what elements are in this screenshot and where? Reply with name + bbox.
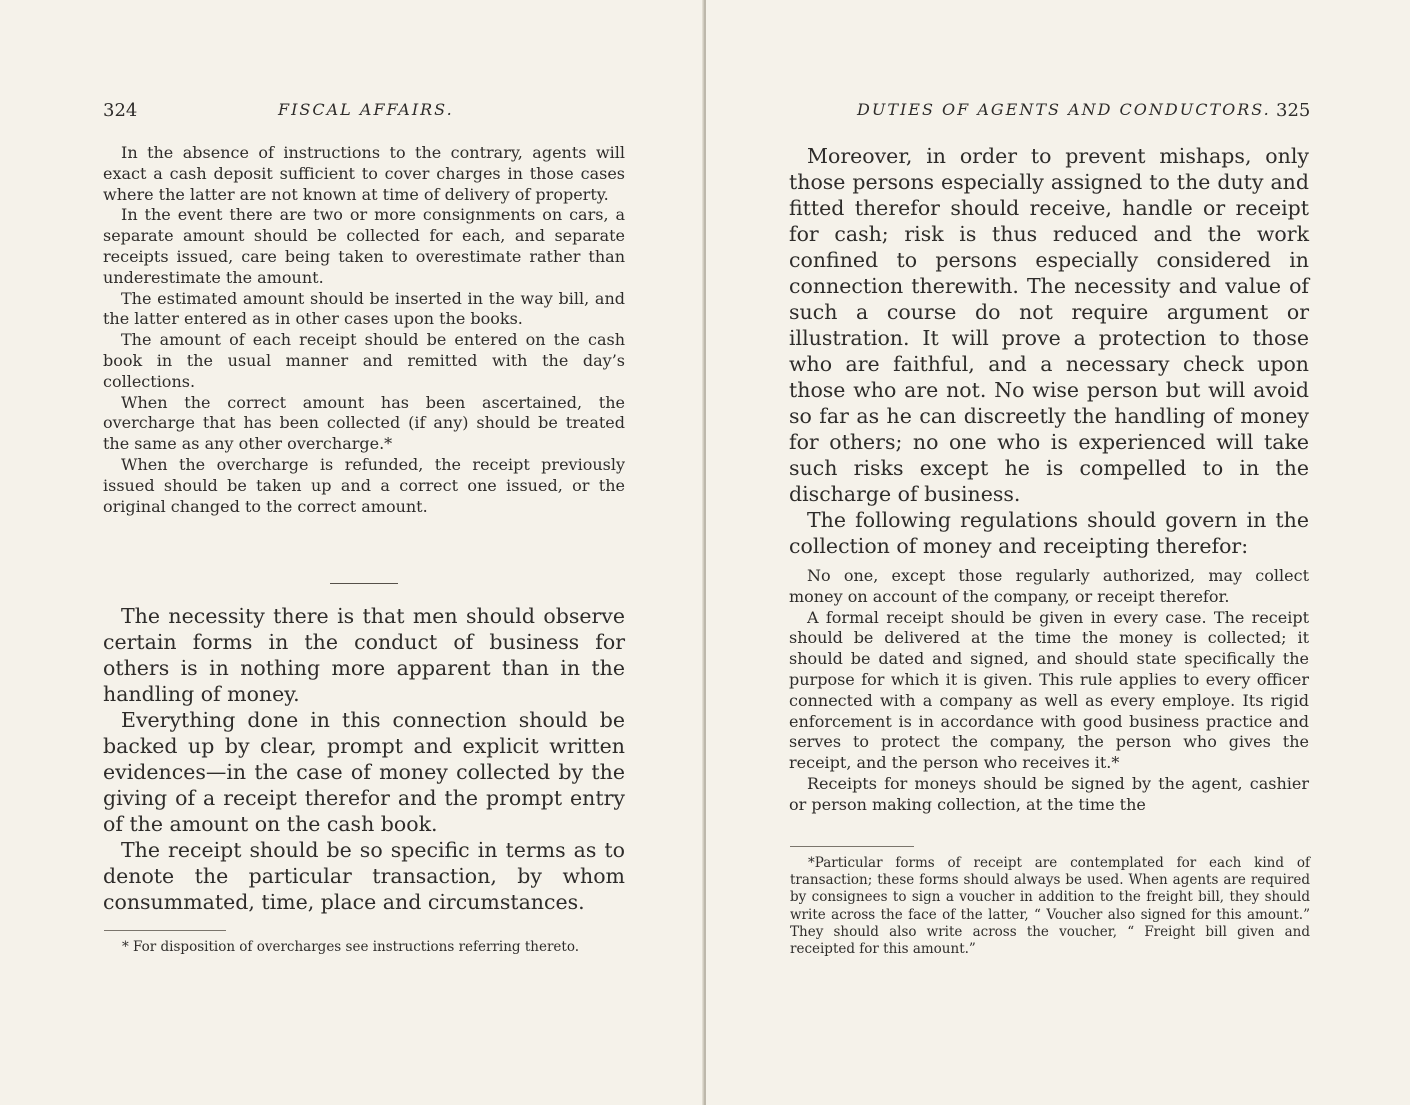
paragraph: The following regulations should govern in the collection of money and receipting therefor: (789, 508, 1309, 558)
paragraph: When the correct amount has been ascertained, the overcharge that has been collected (if any) should be treated the same as any other overcharge.* (103, 392, 625, 454)
paragraph: The estimated amount should be inserted in the way bill, and the latter entered as in other cases upon the books. (103, 288, 625, 329)
paragraph: Receipts for moneys should be signed by the agent, cashier or person making collection, at the time the (789, 773, 1309, 814)
left-page-number: 324 (103, 100, 138, 121)
paragraph: In the absence of instructions to the contrary, agents will exact a cash deposit sufficient to cover charges in those cases where the latter are not known at time of delivery of property. (103, 143, 625, 204)
right-small-text (789, 566, 1309, 816)
footnote-rule (104, 930, 226, 931)
right-large-text (789, 143, 1309, 559)
left-page (0, 0, 704, 1105)
left-small-text (103, 143, 625, 517)
left-large-text (103, 603, 625, 915)
paragraph: The receipt should be so specific in terms as to denote the particular transaction, by whom consummated, time, place and circumstances. (103, 838, 625, 914)
footnote-rule (790, 846, 914, 847)
paragraph: Everything done in this connection should be backed up by clear, prompt and explicit written evidences—in the case of money collected by the giving of a receipt therefor and the prompt entry of the amount on the cash book. (103, 708, 625, 836)
paragraph: No one, except those regularly authorized, may collect money on account of the company, or receipt therefor. (789, 566, 1309, 606)
left-footnote (104, 938, 626, 956)
paragraph: The amount of each receipt should be entered on the cash book in the usual manner and remitted with the day’s collections. (103, 330, 625, 391)
paragraph: Moreover, in order to prevent mishaps, only those persons especially assigned to the duty and fitted therefor should receive, handle or receipt for cash; risk is thus reduced and the work confined to persons especially considered in connection therewith. The necessity and value of such a course do not require argument or illustration. It will prove a protection to those who are faithful, and a necessary check upon those who are not. No wise person but will avoid so far as he can discreetly the handling of money for others; no one who is experienced will take such risks except he is compelled to in the discharge of business. (789, 144, 1309, 506)
footnote-text: *Particular forms of receipt are contemplated for each kind of transaction; these forms should always be used. When agents are required by consignees to sign a voucher in addition to the freight bill, they should write across the face of the latter, “ Voucher also signed for this amount.” They should also write across the voucher, “ Freight bill given and receipted for this amount.” (790, 855, 1310, 958)
paragraph: When the overcharge is refunded, the receipt previously issued should be taken up and a correct one issued, or the original changed to the correct amount. (103, 454, 625, 516)
right-footnote (790, 855, 1310, 958)
section-divider (330, 583, 398, 584)
right-running-head: DUTIES OF AGENTS AND CONDUCTORS. (857, 100, 1271, 119)
paragraph: In the event there are two or more consignments on cars, a separate amount should be collected for each, and separate receipts issued, care being taken to overestimate rather than underestimate the amount. (103, 205, 625, 287)
paragraph: The necessity there is that men should observe certain forms in the conduct of business for others is in nothing more apparent than in the handling of money. (103, 604, 625, 706)
footnote-text: * For disposition of overcharges see instructions referring thereto. (122, 939, 580, 955)
paragraph: A formal receipt should be given in every case. The receipt should be delivered at the time the money is collected; it should be dated and signed, and should state specifically the purpose for which it is given. This rule applies to every officer connected with a company as well as every employe. Its rigid enforcement is in accordance with good business practice and serves to protect the company, the person who gives the receipt, and the person who receives it.* (789, 607, 1309, 773)
left-running-head: FISCAL AFFAIRS. (278, 100, 454, 119)
right-page-number: 325 (1276, 100, 1311, 121)
